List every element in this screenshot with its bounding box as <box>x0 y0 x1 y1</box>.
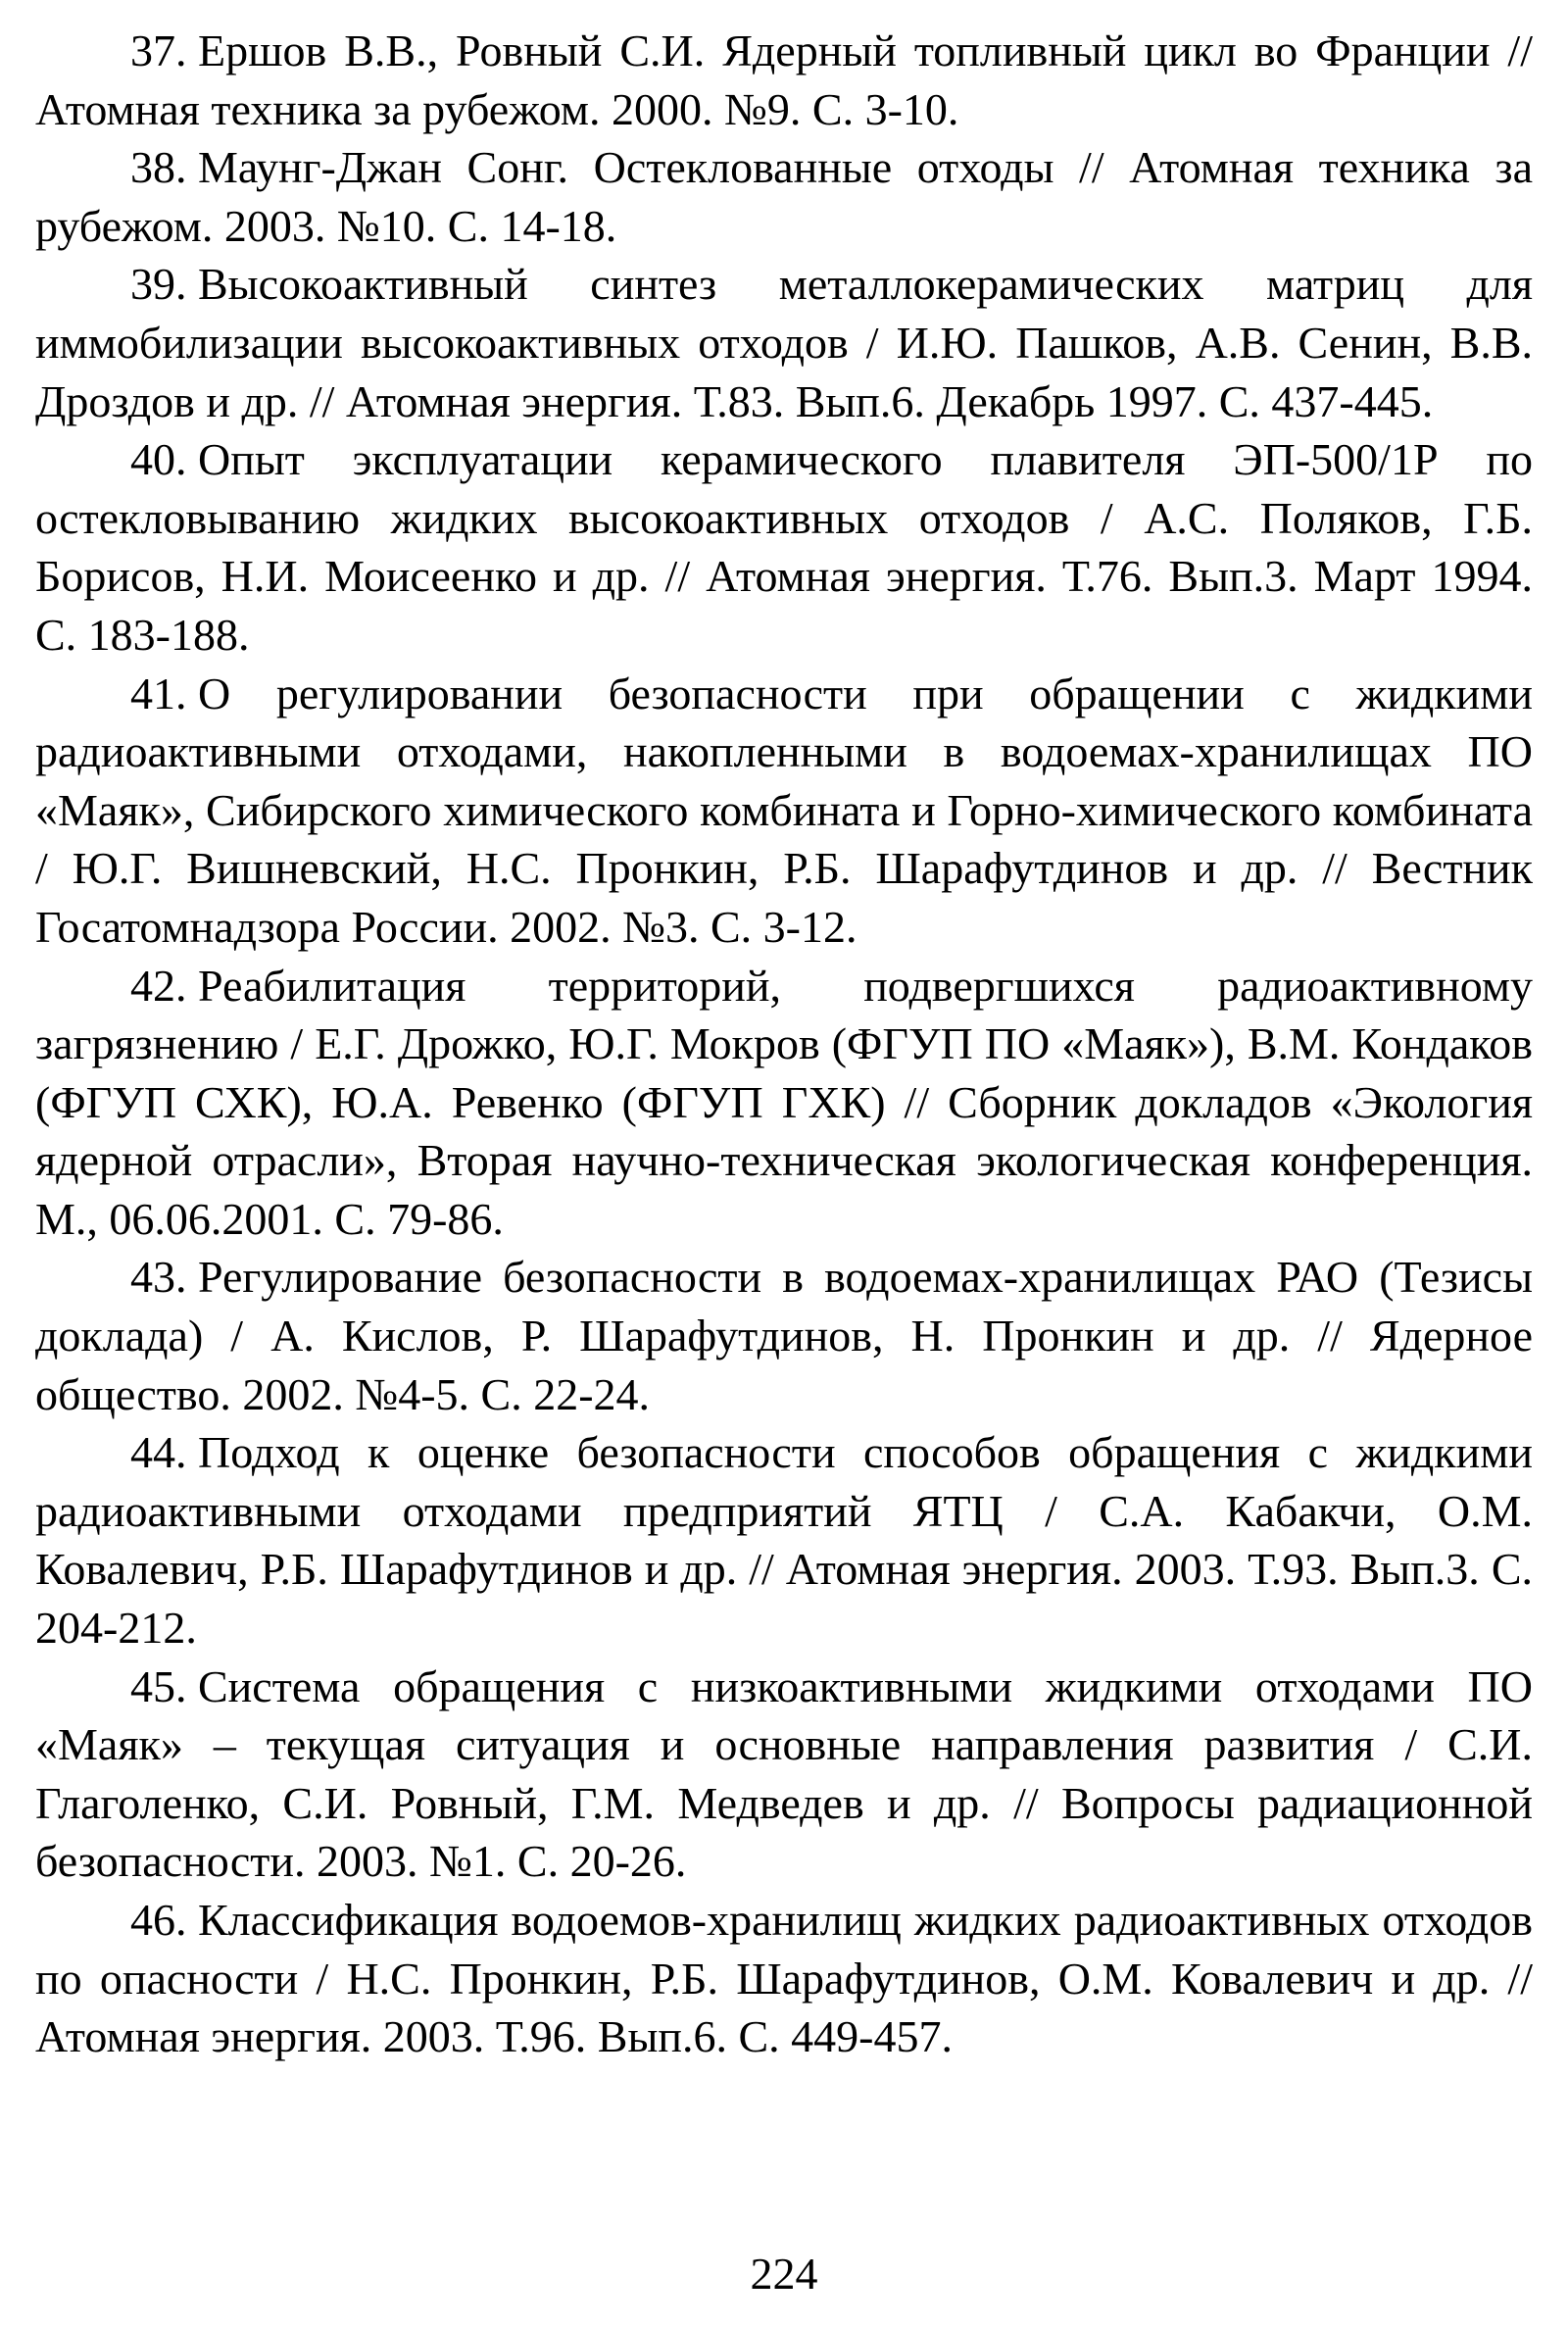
reference-number: 41. <box>130 668 187 718</box>
reference-number: 39. <box>130 259 187 310</box>
reference-number: 44. <box>130 1427 187 1478</box>
reference-text: Ершов В.В., Ровный С.И. Ядерный топливный цикл во Франции // Атомная техника за рубежом. 2000. №9. С. 3-10. <box>35 25 1533 134</box>
reference-item-41 <box>35 665 1533 957</box>
reference-text: О регулировании безопасности при обращении с жидкими радиоактивными отходами, накопленными в водоемах-хранилищах ПО «Маяк», Сибирского химического комбината и Горно-химического комбината / Ю.Г. Вишневский, Н.С. Пронкин, Р.Б. Шарафутдинов и др. // Вестник Госатомнадзора России. 2002. №3. С. 3-12. <box>35 668 1533 952</box>
reference-item-43 <box>35 1248 1533 1423</box>
reference-item-44 <box>35 1423 1533 1657</box>
reference-number: 43. <box>130 1252 187 1303</box>
reference-list <box>35 22 1533 2066</box>
reference-number: 42. <box>130 960 187 1011</box>
reference-item-46 <box>35 1891 1533 2066</box>
reference-item-37 <box>35 22 1533 138</box>
reference-item-40 <box>35 430 1533 664</box>
reference-number: 37. <box>130 25 187 75</box>
reference-item-38 <box>35 138 1533 255</box>
reference-item-39 <box>35 255 1533 430</box>
reference-item-45 <box>35 1658 1533 1891</box>
reference-text: Подход к оценке безопасности способов обращения с жидкими радиоактивными отходами предприятий ЯТЦ / С.А. Кабакчи, О.М. Ковалевич, Р.Б. Шарафутдинов и др. // Атомная энергия. 2003. Т.93. Вып.3. С. 204-212. <box>35 1427 1533 1654</box>
reference-number: 38. <box>130 142 187 193</box>
reference-number: 46. <box>130 1895 187 1945</box>
reference-number: 40. <box>130 434 187 485</box>
reference-text: Опыт эксплуатации керамического плавителя ЭП-500/1Р по остекловыванию жидких высокоактивных отходов / А.С. Поляков, Г.Б. Борисов, Н.И. Моисеенко и др. // Атомная энергия. Т.76. Вып.3. Март 1994. С. 183-188. <box>35 434 1533 660</box>
reference-number: 45. <box>130 1660 187 1711</box>
page-number: 224 <box>750 2249 818 2299</box>
reference-item-42 <box>35 957 1533 1249</box>
reference-text: Высокоактивный синтез металлокерамических матриц для иммобилизации высокоактивных отходов / И.Ю. Пашков, А.В. Сенин, В.В. Дроздов и др. // Атомная энергия. Т.83. Вып.6. Декабрь 1997. С. 437-445. <box>35 259 1533 426</box>
reference-text: Реабилитация территорий, подвергшихся радиоактивному загрязнению / Е.Г. Дрожко, Ю.Г. Мокров (ФГУП ПО «Маяк»), В.М. Кондаков (ФГУП СХК), Ю.А. Ревенко (ФГУП ГХК) // Сборник докладов «Экология ядерной отрасли», Вторая научно-техническая экологическая конференция. М., 06.06.2001. С. 79-86. <box>35 960 1533 1244</box>
reference-text: Регулирование безопасности в водоемах-хранилищах РАО (Тезисы доклада) / А. Кислов, Р. Шарафутдинов, Н. Пронкин и др. // Ядерное общество. 2002. №4-5. С. 22-24. <box>35 1252 1533 1419</box>
reference-text: Система обращения с низкоактивными жидкими отходами ПО «Маяк» – текущая ситуация и основные направления развития / С.И. Глаголенко, С.И. Ровный, Г.М. Медведев и др. // Вопросы радиационной безопасности. 2003. №1. С. 20-26. <box>35 1660 1533 1887</box>
reference-text: Маунг-Джан Сонг. Остеклованные отходы // Атомная техника за рубежом. 2003. №10. С. 14-18. <box>35 142 1533 251</box>
reference-text: Классификация водоемов-хранилищ жидких радиоактивных отходов по опасности / Н.С. Пронкин, Р.Б. Шарафутдинов, О.М. Ковалевич и др. // Атомная энергия. 2003. Т.96. Вып.6. С. 449-457. <box>35 1895 1533 2062</box>
